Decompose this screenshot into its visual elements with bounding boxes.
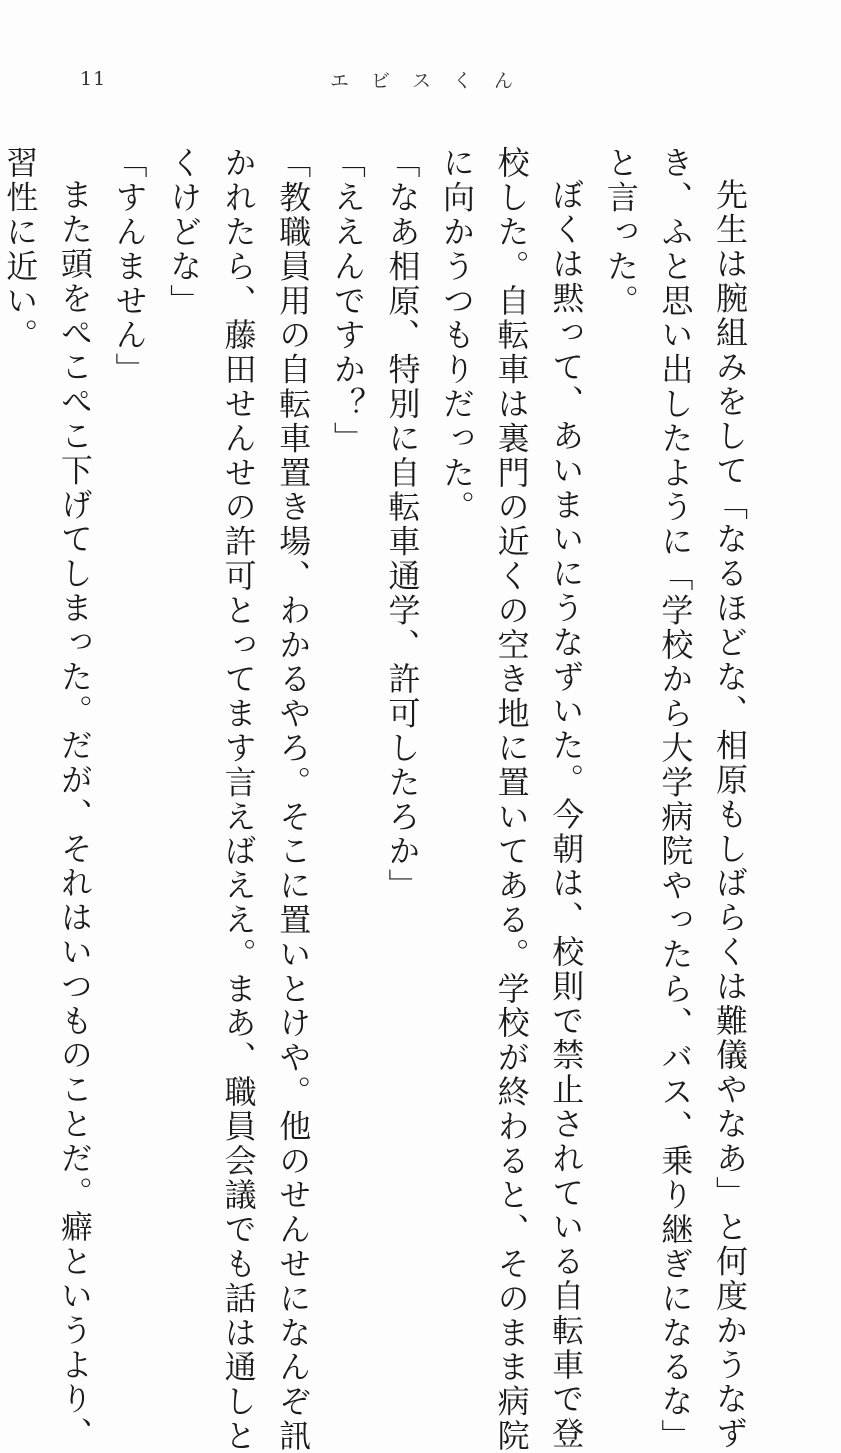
text-line: 「ええんですか？」: [328, 146, 367, 456]
text-line: き、ふと思い出したように「学校から大学病院やったら、バス、乗り継ぎになるな」: [656, 146, 695, 1453]
text-line: と言った。: [601, 146, 640, 318]
text-line: 「すんません」: [110, 146, 149, 387]
body-text: [1, 146, 757, 1453]
text-line: 校した。自転車は裏門の近くの空き地に置いてある。学校が終わると、そのまま病院: [492, 146, 531, 1453]
text-line: くけどな」: [165, 146, 204, 318]
text-line: 習性に近い。: [1, 146, 40, 353]
text-line: ぼくは黙って、あいまいにうなずいた。今朝は、校則で禁止されている自転車で登: [547, 178, 586, 1451]
text-line: 先生は腕組みをして「なるほどな、相原もしばらくは難儀やなあ」と何度かうなず: [711, 178, 749, 1451]
text-line: 「なあ相原、特別に自転車通学、許可したろか」: [383, 146, 422, 903]
text-line: また頭をぺこぺこ下げてしまった。だが、それはいつものことだ。癖というより、: [55, 178, 94, 1451]
text-line: かれたら、藤田せんせの許可とってます言えばええ。まあ、職員会議でも話は通しと: [219, 146, 258, 1453]
text-line: に向かうつもりだった。: [438, 146, 477, 525]
running-title: エビスくん: [330, 70, 536, 92]
text-line: 「教職員用の自転車置き場、わかるやろ。そこに置いとけや。他のせんせになんぞ訊: [274, 146, 313, 1453]
page-number: 11: [80, 68, 107, 90]
